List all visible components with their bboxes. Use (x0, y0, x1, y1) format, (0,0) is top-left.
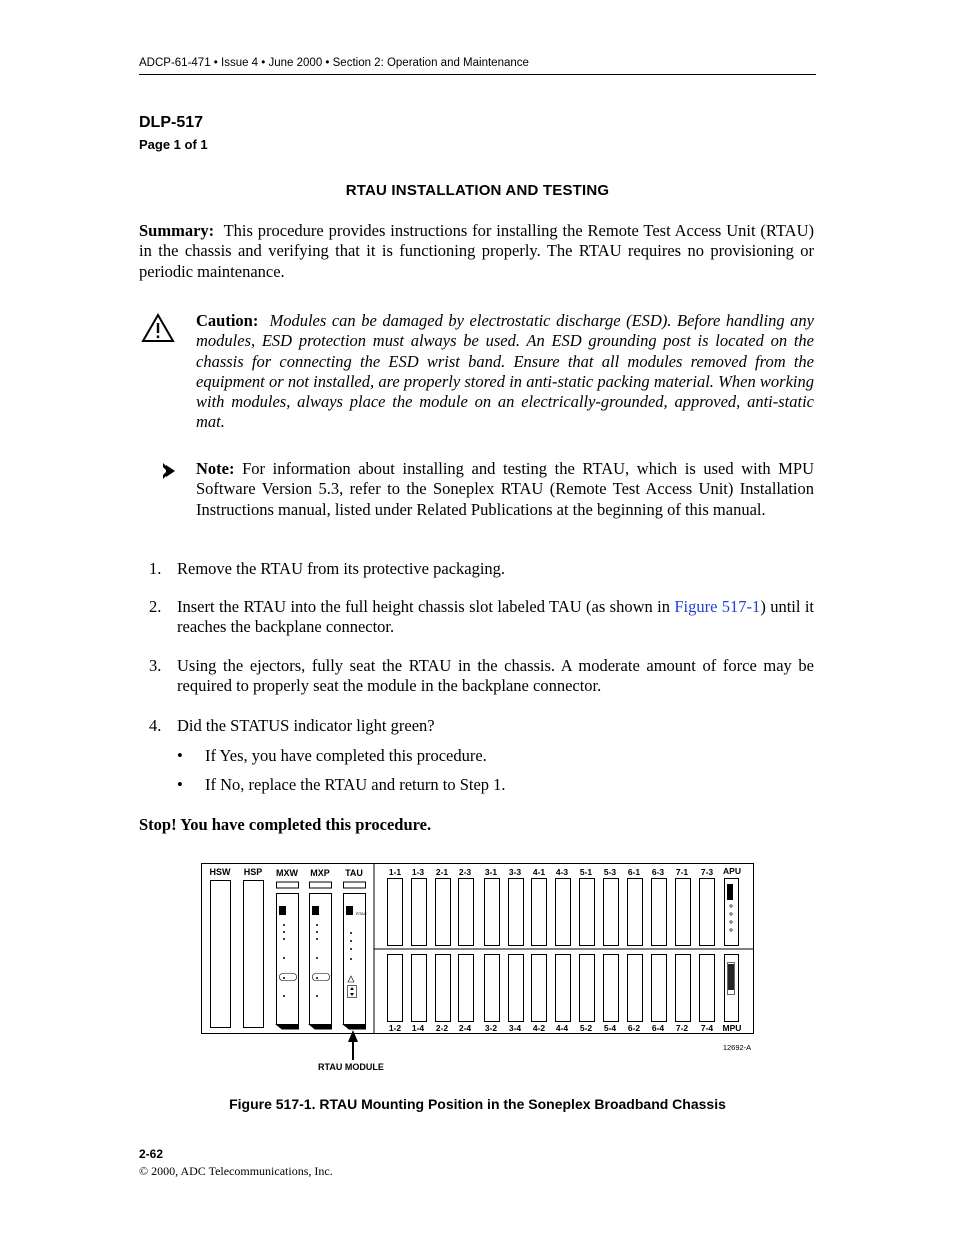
figure-link[interactable]: Figure 517-1 (674, 597, 761, 616)
svg-text:6-2: 6-2 (627, 1023, 641, 1033)
svg-text:1-4: 1-4 (411, 1023, 425, 1033)
step-number: 3. (149, 656, 162, 675)
bullet-symbol: • (177, 775, 183, 794)
summary-text: This procedure provides instructions for installing the Remote Test Access Unit (RTAU) in the chassis and verifying that it is functioning properly. The RTAU requires no provisioning or periodic maintenance. (139, 221, 814, 281)
slot-hsw (211, 881, 231, 1028)
svg-text:3-4: 3-4 (508, 1023, 522, 1033)
svg-text:3-1: 3-1 (484, 867, 498, 877)
top-slot-labels (389, 867, 714, 877)
caution-block (196, 311, 814, 433)
step-text-part: ) until it reaches the backplane connector. (177, 597, 814, 637)
svg-text:3-3: 3-3 (508, 867, 522, 877)
svg-text:2-1: 2-1 (435, 867, 449, 877)
chassis-diagram (195, 860, 760, 1080)
slot-label-mxw: MXW (276, 868, 298, 878)
svg-text:4-1: 4-1 (532, 867, 546, 877)
rtau-faceplate-label: RTAU (356, 911, 367, 916)
svg-text:6-4: 6-4 (651, 1023, 665, 1033)
slot-label-hsw: HSW (209, 867, 231, 877)
step-text: Using the ejectors, fully seat the RTAU in the chassis. A moderate amount of force may be required to properly seat the module in the backplane connector. (177, 656, 814, 696)
running-header: ADCP-61-471 • Issue 4 • June 2000 • Section 2: Operation and Maintenance (139, 57, 529, 69)
rtau-module-label: RTAU MODULE (318, 1062, 384, 1072)
svg-text:7-3: 7-3 (700, 867, 714, 877)
ejector (310, 1025, 332, 1030)
note-label: Note: (196, 459, 235, 478)
step-number: 4. (149, 716, 162, 735)
ejector (277, 1025, 299, 1030)
svg-text:1-2: 1-2 (388, 1023, 402, 1033)
bullet-text: If No, replace the RTAU and return to Step 1. (205, 775, 506, 794)
svg-text:5-2: 5-2 (579, 1023, 593, 1033)
svg-text:1-3: 1-3 (411, 867, 425, 877)
svg-text:3-2: 3-2 (484, 1023, 498, 1033)
step-text (177, 597, 814, 638)
caution-label: Caution: (196, 311, 259, 330)
rtau-pointer-arrow (348, 1030, 358, 1060)
svg-text:7-2: 7-2 (675, 1023, 689, 1033)
slot-label-hsp: HSP (243, 867, 263, 877)
bullet-text: If Yes, you have completed this procedure. (205, 746, 487, 765)
svg-text:4-4: 4-4 (555, 1023, 569, 1033)
bottom-slots (388, 955, 715, 1022)
svg-text:6-1: 6-1 (627, 867, 641, 877)
warning-triangle-icon (141, 313, 175, 343)
copyright: © 2000, ADC Telecommunications, Inc. (139, 1164, 333, 1178)
svg-text:5-4: 5-4 (603, 1023, 617, 1033)
module-latch (277, 882, 299, 888)
slot-label-mxp: MXP (310, 868, 330, 878)
svg-text:6-3: 6-3 (651, 867, 665, 877)
slot-hsp (244, 881, 264, 1028)
page-number: 2-62 (139, 1147, 164, 1161)
note-text: For information about installing and testing the RTAU, which is used with MPU Software Version 5.3, refer to the Soneplex RTAU (Remote Test Access Unit) Installation Instructions manual, listed under Related Publications at the beginning of this manual. (196, 459, 814, 519)
header-rule (139, 74, 816, 75)
svg-text:5-3: 5-3 (603, 867, 617, 877)
top-slots (388, 879, 715, 946)
note-block (196, 459, 814, 520)
summary-paragraph (139, 221, 814, 282)
caution-text: Modules can be damaged by electrostatic discharge (ESD). Before handling any modules, ESD protection must always be used. An ESD grounding post is located on the chassis for connecting the ESD wrist band. Ensure that all modules removed from the equipment or not installed, are properly stored in anti-static packing material. When working with modules, always place the module on an electrically-grounded, approved, anti-static mat. (196, 311, 814, 432)
apu-label: APU (723, 866, 741, 876)
bullet-symbol: • (177, 746, 183, 765)
svg-text:7-1: 7-1 (675, 867, 689, 877)
module-latch (344, 882, 366, 888)
summary-label: Summary: (139, 221, 215, 240)
module-latch (310, 882, 332, 888)
svg-text:2-2: 2-2 (435, 1023, 449, 1033)
slot-label-tau: TAU (345, 868, 363, 878)
procedure-title: RTAU INSTALLATION AND TESTING (345, 182, 610, 199)
step-number: 1. (149, 559, 162, 578)
bottom-slot-labels (389, 1023, 714, 1033)
svg-text:4-3: 4-3 (555, 867, 569, 877)
dlp-number: DLP-517 (139, 114, 204, 131)
figure-id: 12692-A (722, 1043, 752, 1052)
step-text: Did the STATUS indicator light green? (177, 716, 435, 735)
svg-text:2-4: 2-4 (458, 1023, 472, 1033)
dlp-page-indicator: Page 1 of 1 (139, 137, 208, 152)
svg-text:1-1: 1-1 (388, 867, 402, 877)
svg-text:2-3: 2-3 (458, 867, 472, 877)
step-number: 2. (149, 597, 162, 616)
ejector (344, 1025, 366, 1030)
pointing-hand-icon (162, 460, 178, 482)
stop-statement: Stop! You have completed this procedure. (139, 815, 432, 834)
figure-caption: Figure 517-1. RTAU Mounting Position in the Soneplex Broadband Chassis (229, 1096, 726, 1112)
mpu-label: MPU (722, 1023, 742, 1033)
svg-text:4-2: 4-2 (532, 1023, 546, 1033)
svg-text:7-4: 7-4 (700, 1023, 714, 1033)
step-text: Remove the RTAU from its protective packaging. (177, 559, 506, 578)
svg-text:5-1: 5-1 (579, 867, 593, 877)
step-text-part: Insert the RTAU into the full height chassis slot labeled TAU (as shown in (177, 597, 675, 616)
